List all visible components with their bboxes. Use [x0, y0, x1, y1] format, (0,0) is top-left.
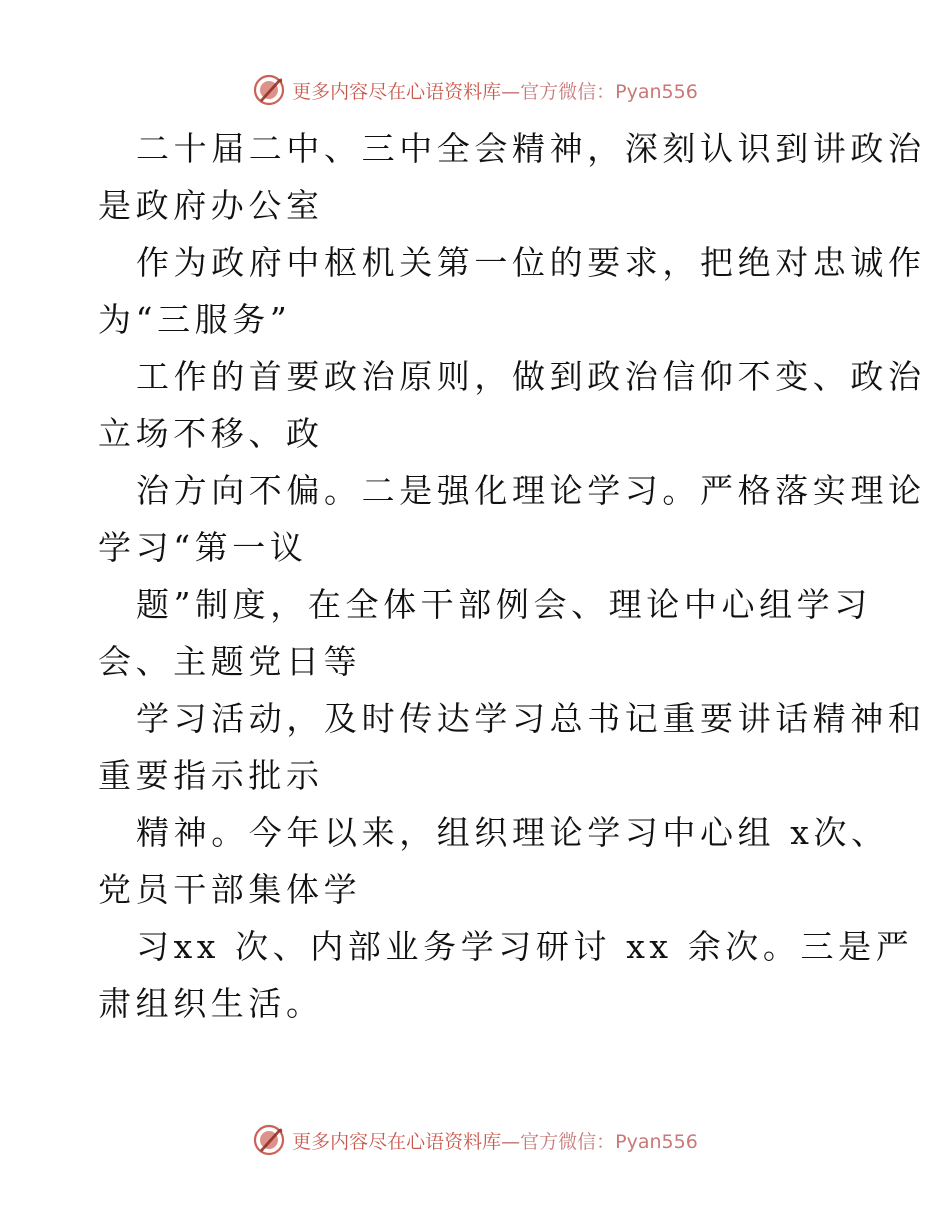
quill-pen-logo-icon	[252, 1123, 286, 1157]
document-line: 会、主题党日等	[98, 642, 362, 681]
watermark-text	[292, 1127, 698, 1154]
document-line: 治方向不偏。二是强化理论学习。严格落实理论	[136, 471, 926, 510]
watermark-separator: —	[501, 80, 521, 103]
footer-watermark	[0, 1120, 950, 1160]
document-line: 党员干部集体学	[98, 870, 362, 909]
watermark-main-text: 更多内容尽在心语资料库	[292, 80, 502, 103]
document-line: 作为政府中枢机关第一位的要求，把绝对忠诚作	[136, 243, 926, 282]
document-line: 为“三服务”	[98, 300, 292, 339]
watermark-contact-text: 官方微信：Pyan556	[520, 80, 698, 103]
watermark-contact-text: 官方微信：Pyan556	[520, 1130, 698, 1153]
watermark-separator: —	[501, 1130, 521, 1153]
watermark-text	[292, 77, 698, 104]
document-line: 是政府办公室	[98, 186, 324, 225]
document-line: 学习活动，及时传达学习总书记重要讲话精神和	[136, 699, 926, 738]
document-line: 题”制度，在全体干部例会、理论中心组学习	[136, 585, 872, 624]
document-line: 肃组织生活。	[98, 984, 324, 1023]
document-line: 二十届二中、三中全会精神，深刻认识到讲政治	[136, 129, 926, 168]
document-line: 工作的首要政治原则，做到政治信仰不变、政治	[136, 357, 926, 396]
quill-pen-logo-icon	[252, 73, 286, 107]
document-line: 重要指示批示	[98, 756, 324, 795]
document-line: 立场不移、政	[98, 414, 324, 453]
document-line: 学习“第一议	[98, 528, 308, 567]
document-body	[98, 120, 926, 1032]
watermark-main-text: 更多内容尽在心语资料库	[292, 1130, 502, 1153]
header-watermark	[0, 70, 950, 110]
document-line: 习xx 次、内部业务学习研讨 xx 余次。三是严	[136, 927, 914, 966]
document-line: 精神。今年以来，组织理论学习中心组 x次、	[136, 813, 889, 852]
